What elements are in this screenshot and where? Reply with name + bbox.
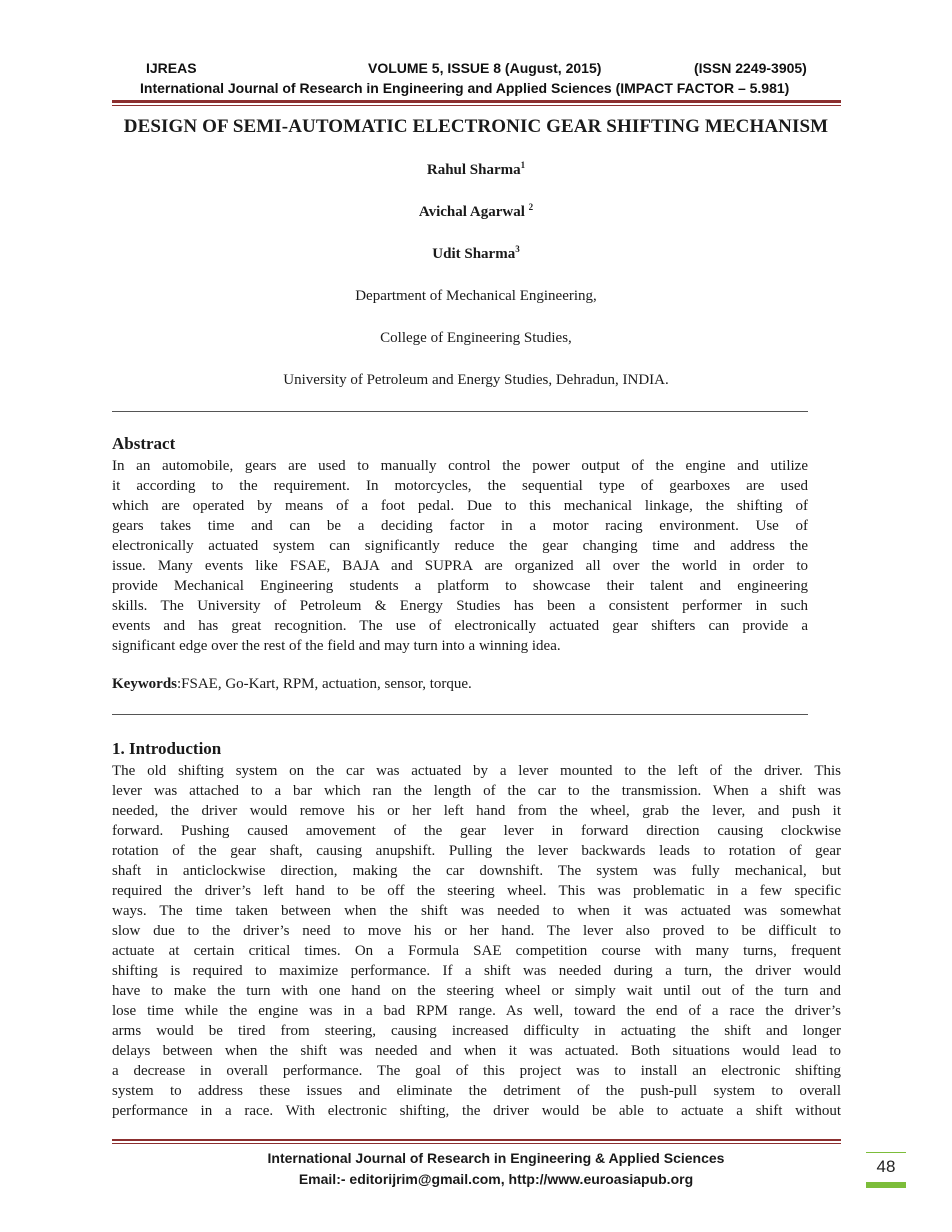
university: University of Petroleum and Energy Studies, Dehradun, INDIA.: [283, 372, 669, 388]
footer-rule: [112, 1139, 841, 1141]
header-rule-thin: [112, 105, 841, 106]
introduction-line: shaft in anticlockwise direction, making the car downshift. The system was fully mechanical, but: [112, 863, 841, 879]
header-rule: [112, 100, 841, 103]
keywords: [112, 676, 472, 693]
introduction-line: rotation of the gear shaft, causing anupshift. Pulling the lever backwards leads to rotation of gear: [112, 843, 841, 859]
author-3: [0, 246, 952, 263]
page-number: 48: [876, 1157, 896, 1176]
abstract-line: which are operated by means of a foot pedal. Due to this mechanical linkage, the shifting of: [112, 498, 808, 514]
page-number-bar: [866, 1182, 906, 1188]
footer-contact: Email:- editorijrim@gmail.com, http://www.euroasiapub.org: [298, 1171, 694, 1187]
journal-full-title: International Journal of Research in Engineering and Applied Sciences (IMPACT FACTOR – 5.981): [140, 80, 790, 96]
footer-journal: International Journal of Research in Engineering & Applied Sciences: [267, 1150, 725, 1166]
paper-title: DESIGN OF SEMI-AUTOMATIC ELECTRONIC GEAR SHIFTING MECHANISM: [123, 116, 829, 137]
introduction-line: performance in a race. With electronic shifting, the driver would be able to actuate a shift without: [112, 1103, 841, 1119]
section-divider: [112, 714, 808, 715]
page-number-box: [866, 1152, 906, 1188]
abstract-line: issue. Many events like FSAE, BAJA and SUPRA are organized all over the world in order to: [112, 558, 808, 574]
author-name: Rahul Sharma: [426, 162, 521, 178]
introduction-line: forward. Pushing caused amovement of the gear lever in forward direction causing clockwise: [112, 823, 841, 839]
keywords-label: Keywords: [112, 676, 177, 692]
department: Department of Mechanical Engineering,: [355, 288, 597, 304]
abstract-line: significant edge over the rest of the field and may turn into a winning idea.: [112, 638, 561, 654]
abstract-line: skills. The University of Petroleum & Energy Studies has been a consistent performer in such: [112, 598, 808, 614]
page-number-rule-top: [866, 1152, 906, 1153]
author-affiliation-mark: 1: [520, 160, 526, 170]
introduction-line: system to address these issues and eliminate the detriment of the push-pull system to overall: [112, 1083, 841, 1099]
introduction-line: actuate at certain critical times. On a Formula SAE competition course with many turns, frequent: [112, 943, 841, 959]
introduction-body: [112, 761, 841, 1121]
abstract-line: provide Mechanical Engineering students a platform to showcase their talent and engineering: [112, 578, 808, 594]
volume-issue: VOLUME 5, ISSUE 8 (August, 2015): [368, 60, 602, 76]
introduction-line: lever was attached to a bar which ran the length of the car to the transmission. When a shift was: [112, 783, 841, 799]
author-name: Avichal Agarwal: [418, 204, 529, 220]
introduction-line: required the driver’s left hand to be off the steering wheel. This was problematic in a few specific: [112, 883, 841, 899]
abstract-body: [112, 456, 808, 656]
introduction-line: The old shifting system on the car was actuated by a lever mounted to the left of the driver. This: [112, 763, 841, 779]
introduction-line: delays between when the shift was needed and when it was actuated. Both situations would lead to: [112, 1043, 841, 1059]
introduction-line: slow due to the driver’s need to move his or her hand. The lever also proved to be difficult to: [112, 923, 841, 939]
introduction-line: needed, the driver would remove his or her left hand from the wheel, grab the lever, and push it: [112, 803, 841, 819]
journal-abbreviation: IJREAS: [146, 60, 197, 76]
abstract-line: gears takes time and can be a deciding factor in a motor racing environment. Use of: [112, 518, 808, 534]
issn: (ISSN 2249-3905): [694, 60, 807, 76]
author-affiliation-mark: 3: [515, 244, 520, 254]
abstract-line: events and has great recognition. The use of electronically actuated gear shifters can provide a: [112, 618, 808, 634]
author-name: Udit Sharma: [432, 246, 516, 262]
introduction-line: shifting is required to maximize performance. If a shift was needed during a turn, the driver would: [112, 963, 841, 979]
keywords-list: :FSAE, Go-Kart, RPM, actuation, sensor, torque.: [177, 676, 472, 692]
introduction-line: ways. The time taken between when the shift was needed to when it was actuated was somewhat: [112, 903, 841, 919]
abstract-heading: Abstract: [112, 434, 176, 453]
introduction-line: arms would be tired from steering, causing increased difficulty in actuating the shift and longer: [112, 1023, 841, 1039]
section-divider: [112, 411, 808, 412]
introduction-line: a decrease in overall performance. The goal of this project was to install an electronic shifting: [112, 1063, 841, 1079]
author-1: [0, 162, 952, 179]
introduction-line: have to make the turn with one hand on the steering wheel or simply wait until out of the turn and: [112, 983, 841, 999]
abstract-line: In an automobile, gears are used to manually control the power output of the engine and utilize: [112, 458, 808, 474]
college: College of Engineering Studies,: [380, 330, 572, 346]
footer-rule-thin: [112, 1143, 841, 1144]
abstract-line: electronically actuated system can significantly reduce the gear changing time and address the: [112, 538, 808, 554]
author-affiliation-mark: 2: [528, 202, 534, 212]
author-2: [0, 204, 952, 221]
introduction-heading: 1. Introduction: [112, 739, 222, 758]
abstract-line: it according to the requirement. In motorcycles, the sequential type of gearboxes are used: [112, 478, 808, 494]
introduction-line: lose time while the engine was in a bad RPM range. As well, toward the end of a race the driver’s: [112, 1003, 841, 1019]
